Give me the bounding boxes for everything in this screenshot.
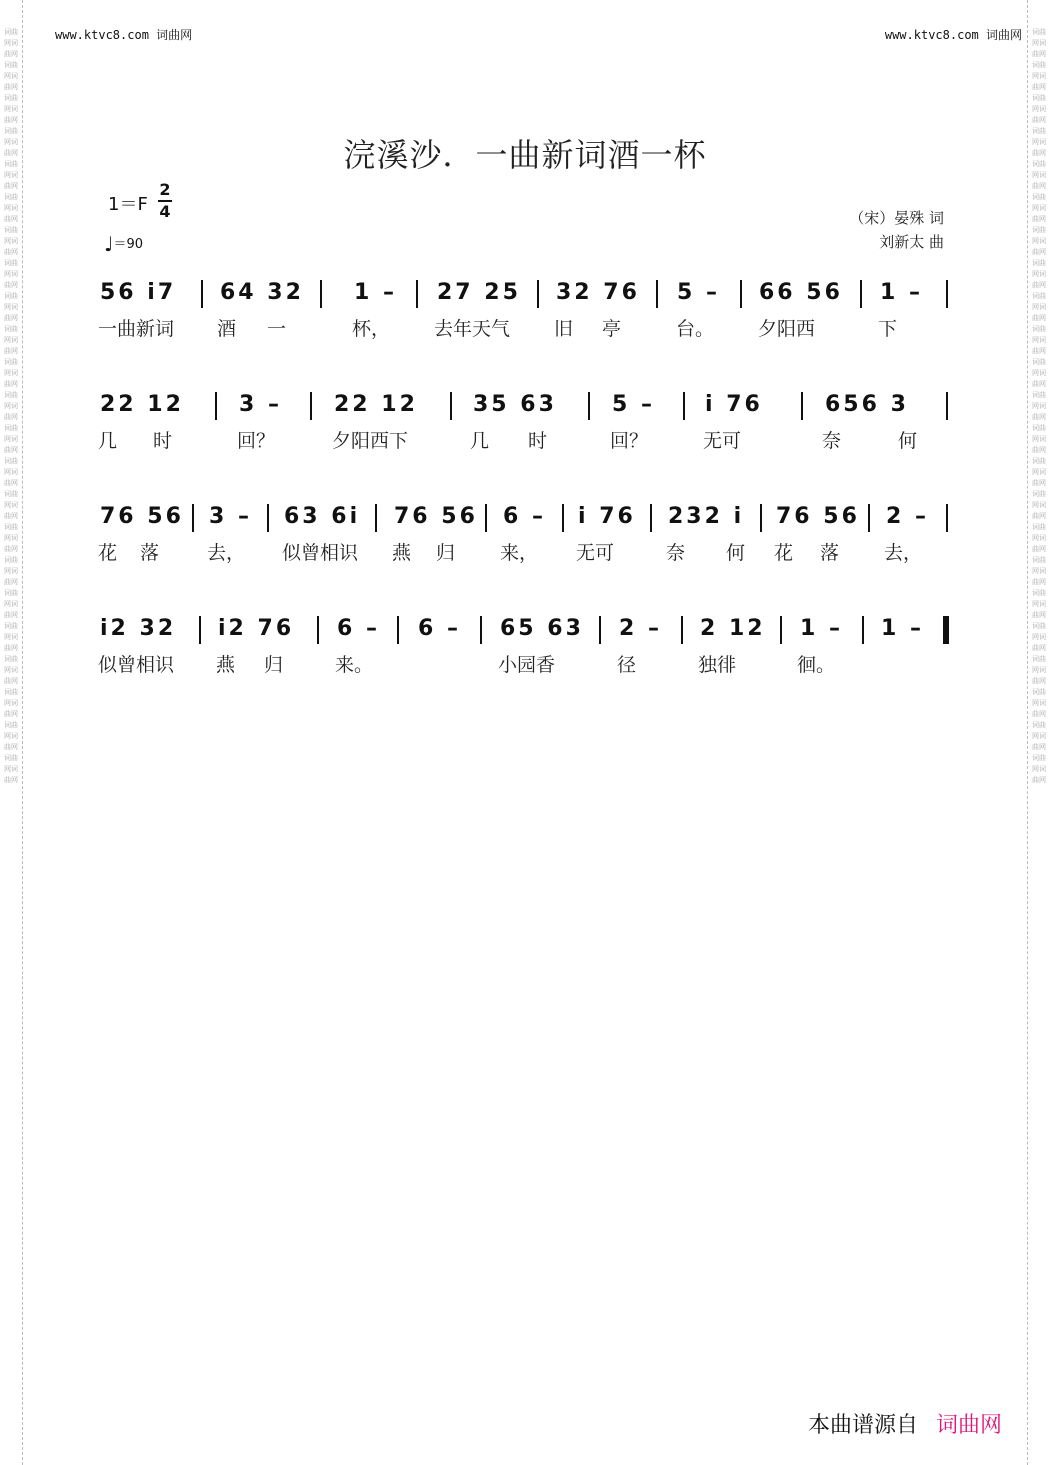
lyric: 去年天气 bbox=[434, 318, 511, 340]
lyric: 径 bbox=[617, 654, 637, 676]
measure: i 76 bbox=[578, 504, 636, 529]
measure: 22 12 bbox=[334, 392, 418, 417]
measure: 76 56 bbox=[394, 504, 478, 529]
barline bbox=[760, 504, 762, 532]
lyric: 酒 bbox=[217, 318, 237, 340]
barline bbox=[780, 616, 782, 644]
lyric: 落 bbox=[820, 542, 840, 564]
lyricist-credit: （宋）晏殊 词 bbox=[849, 209, 944, 227]
lyric: 一 bbox=[267, 318, 287, 340]
lyric: 回？ bbox=[237, 430, 276, 452]
site-link-right[interactable]: www.ktvc8.com 词曲网 bbox=[884, 28, 1022, 42]
lyrics-line bbox=[100, 314, 950, 340]
measure: 63 6i bbox=[284, 504, 361, 529]
barline bbox=[537, 280, 539, 308]
lyric: 夕阳西 bbox=[758, 318, 816, 340]
measure: 22 12 bbox=[100, 392, 184, 417]
measure: 35 63 bbox=[473, 392, 557, 417]
measure: 76 56 bbox=[100, 504, 184, 529]
final-barline bbox=[943, 616, 949, 644]
measure: 6 – bbox=[418, 616, 461, 641]
time-signature bbox=[158, 181, 172, 221]
source-footer bbox=[808, 1408, 1002, 1439]
lyric: 来， bbox=[500, 542, 539, 564]
barline bbox=[480, 616, 482, 644]
lyric: 去， bbox=[207, 542, 246, 564]
barline bbox=[201, 280, 203, 308]
lyric: 奈 bbox=[822, 430, 842, 452]
lyric: 独徘 bbox=[698, 654, 737, 676]
barline bbox=[683, 392, 685, 420]
measure: 1 – bbox=[880, 280, 923, 305]
source-label: 本曲谱源自 bbox=[807, 1413, 918, 1438]
lyric: 何 bbox=[726, 542, 746, 564]
measure: 32 76 bbox=[556, 280, 640, 305]
barline bbox=[397, 616, 399, 644]
notation-line bbox=[100, 390, 950, 430]
measure: 66 56 bbox=[759, 280, 843, 305]
key-signature: 1＝F bbox=[108, 194, 148, 215]
lyric: 无可 bbox=[703, 430, 742, 452]
barline bbox=[267, 504, 269, 532]
measure: i2 76 bbox=[218, 616, 295, 641]
lyric: 归 bbox=[264, 654, 284, 676]
barline bbox=[860, 280, 862, 308]
barline bbox=[320, 280, 322, 308]
lyric: 归 bbox=[436, 542, 456, 564]
brand-link[interactable]: 词曲网 bbox=[935, 1413, 1002, 1438]
measure: 76 56 bbox=[776, 504, 860, 529]
lyric: 台。 bbox=[676, 318, 715, 340]
measure: 64 32 bbox=[220, 280, 304, 305]
measure: 3 – bbox=[209, 504, 252, 529]
tempo-value: ＝90 bbox=[113, 237, 143, 252]
barline bbox=[868, 504, 870, 532]
barline bbox=[801, 392, 803, 420]
measure: 3 – bbox=[239, 392, 282, 417]
barline bbox=[416, 280, 418, 308]
measure: 65 63 bbox=[500, 616, 584, 641]
measure: i 76 bbox=[705, 392, 763, 417]
lyric: 几 bbox=[98, 430, 118, 452]
lyric: 时 bbox=[153, 430, 173, 452]
lyric: 花 bbox=[98, 542, 118, 564]
right-watermark-strip bbox=[1027, 0, 1050, 1465]
lyric: 小园香 bbox=[498, 654, 556, 676]
lyrics-line bbox=[100, 538, 950, 564]
lyric: 燕 bbox=[216, 654, 236, 676]
lyric: 时 bbox=[528, 430, 548, 452]
lyric: 奈 bbox=[666, 542, 686, 564]
measure: i2 32 bbox=[100, 616, 177, 641]
notation-line bbox=[100, 502, 950, 542]
measure: 56 i7 bbox=[100, 280, 177, 305]
barline bbox=[946, 504, 948, 532]
notation-line bbox=[100, 614, 950, 654]
watermark-text: 词曲网词曲网词曲网词曲网词曲网词曲网词曲网词曲网词曲网词曲网词曲网词曲网词曲网词曲网词曲网词曲网词曲网词曲网词曲网词曲网词曲网词曲网词曲网词曲网词曲网词曲网词曲网词曲网词曲网词曲网词曲网词曲网词曲网词曲网词曲网词曲网词曲网词曲网词曲网词曲网词曲网词曲网词曲网词曲网词曲网词曲网 bbox=[4, 28, 18, 784]
lyric: 何 bbox=[898, 430, 918, 452]
measure: 2 12 bbox=[700, 616, 766, 641]
quarter-note-icon: ♩ bbox=[104, 232, 114, 256]
watermark-text: 词曲网词曲网词曲网词曲网词曲网词曲网词曲网词曲网词曲网词曲网词曲网词曲网词曲网词曲网词曲网词曲网词曲网词曲网词曲网词曲网词曲网词曲网词曲网词曲网词曲网词曲网词曲网词曲网词曲网词曲网词曲网词曲网词曲网词曲网词曲网词曲网词曲网词曲网词曲网词曲网词曲网词曲网词曲网词曲网词曲网词曲网 bbox=[1032, 28, 1046, 784]
measure: 5 – bbox=[612, 392, 655, 417]
measure: 5 – bbox=[677, 280, 720, 305]
lyric: 燕 bbox=[392, 542, 412, 564]
barline bbox=[681, 616, 683, 644]
lyric: 无可 bbox=[576, 542, 615, 564]
barline bbox=[199, 616, 201, 644]
lyric: 落 bbox=[140, 542, 160, 564]
site-link-left[interactable]: www.ktvc8.com 词曲网 bbox=[55, 28, 193, 42]
lyric: 一曲新词 bbox=[98, 318, 175, 340]
lyric: 杯， bbox=[352, 318, 391, 340]
lyric: 亭 bbox=[602, 318, 622, 340]
lyric: 来。 bbox=[335, 654, 374, 676]
notation-line bbox=[100, 278, 950, 318]
barline bbox=[215, 392, 217, 420]
measure: 232 i bbox=[668, 504, 745, 529]
lyric: 徊。 bbox=[797, 654, 836, 676]
measure: 6 – bbox=[503, 504, 546, 529]
barline bbox=[562, 504, 564, 532]
lyric: 似曾相识 bbox=[98, 654, 175, 676]
barline bbox=[375, 504, 377, 532]
measure: 27 25 bbox=[437, 280, 521, 305]
barline bbox=[485, 504, 487, 532]
time-top: 2 bbox=[159, 180, 171, 199]
lyrics-line bbox=[100, 650, 950, 676]
lyric: 几 bbox=[470, 430, 490, 452]
score-title: 浣溪沙．一曲新词酒一杯 bbox=[343, 136, 707, 174]
measure: 656 3 bbox=[825, 392, 909, 417]
barline bbox=[656, 280, 658, 308]
measure: 6 – bbox=[337, 616, 380, 641]
measure: 2 – bbox=[886, 504, 929, 529]
barline bbox=[862, 616, 864, 644]
measure: 2 – bbox=[619, 616, 662, 641]
barline bbox=[946, 280, 948, 308]
measure: 1 – bbox=[354, 280, 397, 305]
lyrics-line bbox=[100, 426, 950, 452]
lyric: 回？ bbox=[610, 430, 649, 452]
barline bbox=[450, 392, 452, 420]
barline bbox=[946, 392, 948, 420]
composer-credit: 刘新太 曲 bbox=[879, 233, 944, 251]
lyric: 去， bbox=[884, 542, 923, 564]
barline bbox=[650, 504, 652, 532]
tempo-marking bbox=[104, 232, 143, 256]
barline bbox=[192, 504, 194, 532]
barline bbox=[740, 280, 742, 308]
measure: 1 – bbox=[800, 616, 843, 641]
barline bbox=[588, 392, 590, 420]
barline bbox=[317, 616, 319, 644]
lyric: 夕阳西下 bbox=[332, 430, 409, 452]
time-bottom: 4 bbox=[159, 202, 171, 221]
lyric: 旧 bbox=[554, 318, 574, 340]
lyric: 花 bbox=[774, 542, 794, 564]
measure: 1 – bbox=[881, 616, 924, 641]
barline bbox=[310, 392, 312, 420]
lyric: 下 bbox=[878, 318, 898, 340]
left-watermark-strip bbox=[0, 0, 23, 1465]
lyric: 似曾相识 bbox=[282, 542, 359, 564]
barline bbox=[599, 616, 601, 644]
